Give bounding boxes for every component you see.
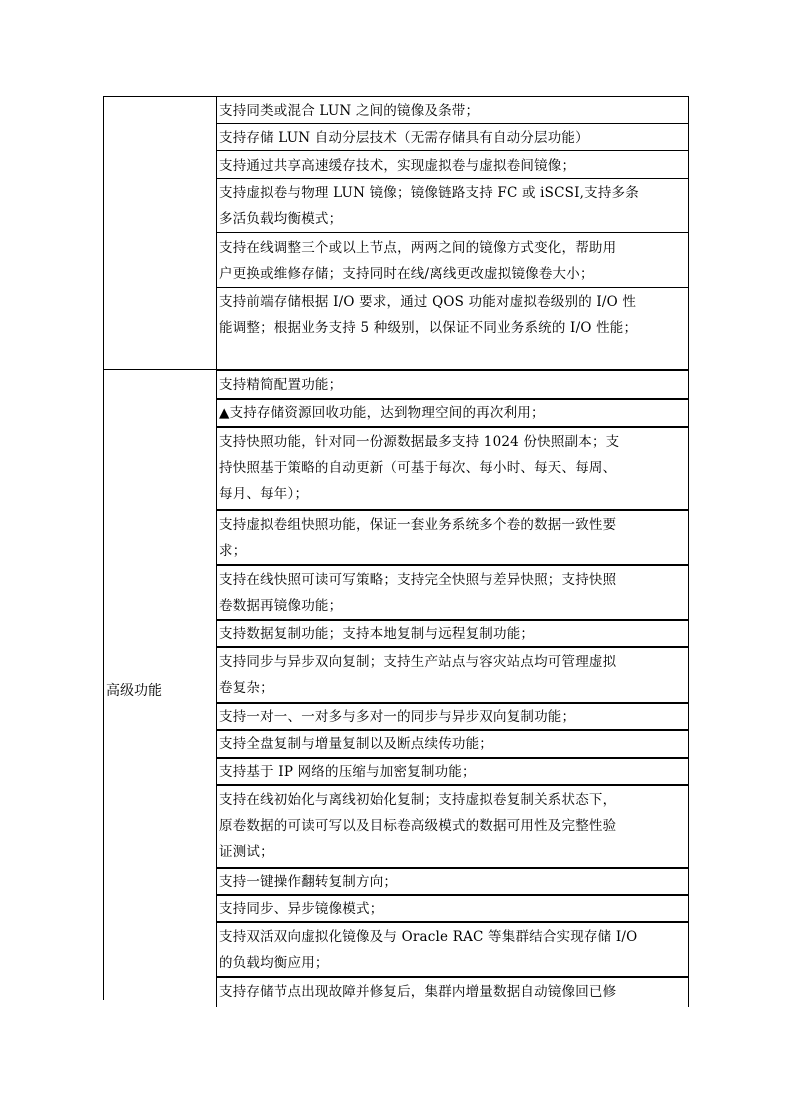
group-divider <box>103 369 216 370</box>
table-cell: 支持全盘复制与增量复制以及断点续传功能； <box>219 736 493 752</box>
row-divider <box>216 232 689 233</box>
table-cell: 支持虚拟卷与物理 LUN 镜像；镜像链路支持 FC 或 iSCSI,支持多条 多活负载均衡模式； <box>219 185 639 227</box>
row-divider <box>216 287 689 288</box>
table-cell: 支持双活双向虚拟化镜像及与 Oracle RAC 等集群结合实现存储 I/O 的负载均衡应用； <box>219 929 638 971</box>
table-cell: 支持虚拟卷组快照功能，保证一套业务系统多个卷的数据一致性要 求； <box>219 517 617 559</box>
table-cell: 支持在线快照可读可写策略；支持完全快照与差异快照；支持快照 卷数据再镜像功能； <box>219 572 617 614</box>
table-cell: 支持一对一、一对多与多对一的同步与异步双向复制功能； <box>219 709 576 725</box>
table-cell: 支持通过共享高速缓存技术，实现虚拟卷与虚拟卷间镜像； <box>219 158 576 174</box>
table-cell: 支持存储节点出现故障并修复后，集群内增量数据自动镜像回已修 <box>219 984 617 1000</box>
table-cell: 支持同步与异步双向复制；支持生产站点与容灾站点均可管理虚拟 卷复杂； <box>219 654 617 696</box>
table-cell: 支持在线调整三个或以上节点，两两之间的镜像方式变化，帮助用 户更换或维修存储；支持同时在线/离线更改虚拟镜像卷大小； <box>219 240 617 282</box>
table-cell: 支持在线初始化与离线初始化复制；支持虚拟卷复制关系状态下， 原卷数据的可读可写以及目标卷高级模式的数据可用性及完整性验 证测试； <box>219 792 617 860</box>
table-cell: ▲支持存储资源回收功能，达到物理空间的再次利用； <box>219 405 545 421</box>
table-cell: 支持基于 IP 网络的压缩与加密复制功能； <box>219 764 476 780</box>
table-cell: 支持精简配置功能； <box>219 377 343 393</box>
table-cell: 支持同类或混合 LUN 之间的镜像及条带； <box>219 103 480 119</box>
section-label: 高级功能 <box>106 683 162 699</box>
table-cell: 支持一键操作翻转复制方向； <box>219 874 398 890</box>
table-left-border <box>103 96 104 1000</box>
table-cell: 支持快照功能，针对同一份源数据最多支持 1024 份快照副本；支 持快照基于策略的自动更新（可基于每次、每小时、每天、每周、 每月、每年）； <box>219 434 620 502</box>
table-cell: 支持数据复制功能；支持本地复制与远程复制功能； <box>219 626 535 642</box>
table-cell: 支持前端存储根据 I/O 要求，通过 QOS 功能对虚拟卷级别的 I/O 性 能调整；根据业务支持 5 种级别，以保证不同业务系统的 I/O 性能； <box>219 294 638 336</box>
table-cell: 支持存储 LUN 自动分层技术（无需存储具有自动分层功能） <box>219 130 589 146</box>
table-cell: 支持同步、异步镜像模式； <box>219 901 384 917</box>
